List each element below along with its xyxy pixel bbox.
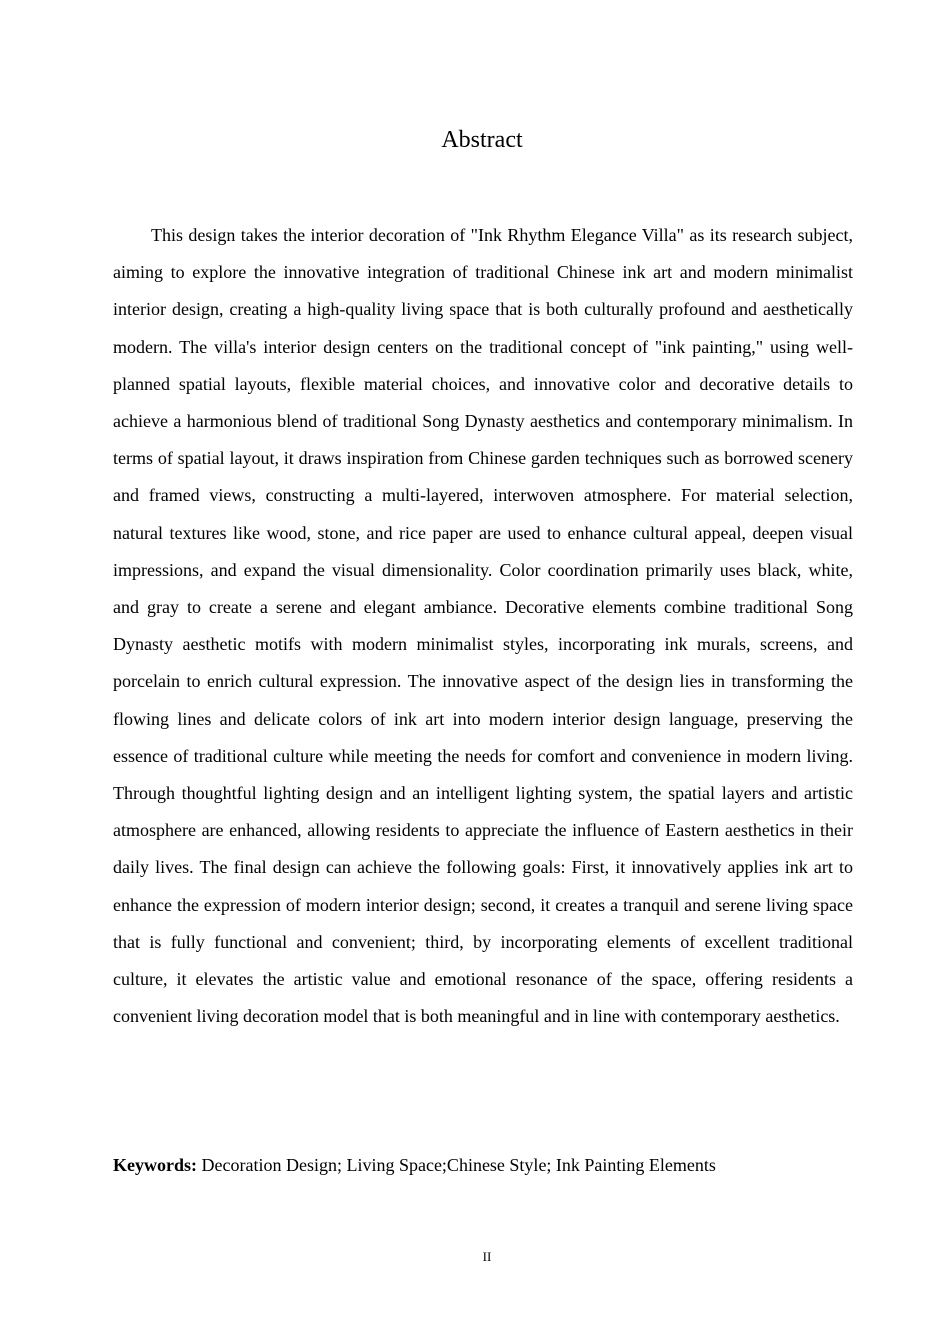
abstract-title: Abstract <box>441 127 523 153</box>
keywords-value: Decoration Design; Living Space;Chinese Style; Ink Painting Elements <box>197 1155 716 1175</box>
abstract-body: This design takes the interior decoration of "Ink Rhythm Elegance Villa" as its research subject, aiming to explore the innovative integration of traditional Chinese ink art and modern minimalist interior design, creating a high-quality living space that is both culturally profound and aesthetically modern. The villa's interior design centers on the traditional concept of "ink painting," using well-planned spatial layouts, flexible material choices, and innovative color and decorative details to achieve a harmonious blend of traditional Song Dynasty aesthetics and contemporary minimalism. In terms of spatial layout, it draws inspiration from Chinese garden techniques such as borrowed scenery and framed views, constructing a multi-layered, interwoven atmosphere. For material selection, natural textures like wood, stone, and rice paper are used to enhance cultural appeal, deepen visual impressions, and expand the visual dimensionality. Color coordination primarily uses black, white, and gray to create a serene and elegant ambiance. Decorative elements combine traditional Song Dynasty aesthetic motifs with modern minimalist styles, incorporating ink murals, screens, and porcelain to enrich cultural expression. The innovative aspect of the design lies in transforming the flowing lines and delicate colors of ink art into modern interior design language, preserving the essence of traditional culture while meeting the needs for comfort and convenience in modern living. Through thoughtful lighting design and an intelligent lighting system, the spatial layers and artistic atmosphere are enhanced, allowing residents to appreciate the influence of Eastern aesthetics in their daily lives. The final design can achieve the following goals: First, it innovatively applies ink art to enhance the expression of modern interior design; second, it creates a tranquil and serene living space that is fully functional and convenient; third, by incorporating elements of excellent traditional culture, it elevates the artistic value and emotional resonance of the space, offering residents a convenient living decoration model that is both meaningful and in line with contemporary aesthetics. <box>113 225 853 1027</box>
keywords-line <box>113 1150 853 1180</box>
page-number: II <box>482 1249 492 1264</box>
keywords-label: Keywords: <box>113 1155 197 1175</box>
